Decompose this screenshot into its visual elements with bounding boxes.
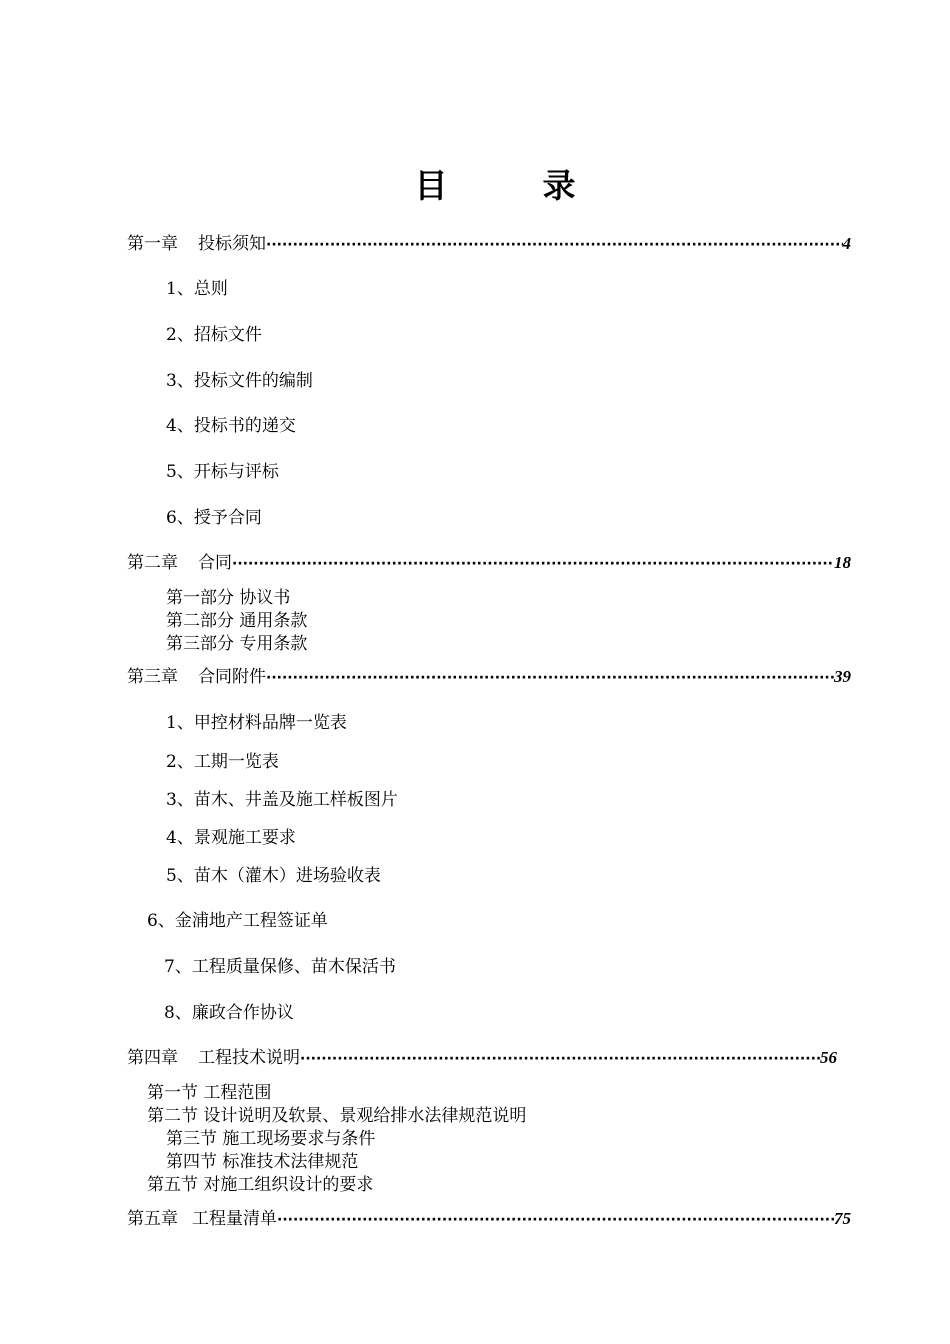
chapter-page-number: 56 <box>820 1048 837 1067</box>
toc-title <box>0 160 950 207</box>
chapter-page-number: 4 <box>842 234 851 253</box>
toc-item[interactable]: 5、开标与评标 <box>166 462 279 482</box>
toc-chapter-1[interactable] <box>127 229 851 254</box>
toc-item[interactable]: 3、苗木、井盖及施工样板图片 <box>166 790 398 810</box>
toc-item[interactable]: 4、景观施工要求 <box>166 828 296 848</box>
toc-item[interactable]: 4、投标书的递交 <box>166 416 296 436</box>
toc-item[interactable]: 第二节 设计说明及软景、景观给排水法律规范说明 <box>147 1106 527 1126</box>
toc-item[interactable]: 5、苗木（灌木）进场验收表 <box>166 866 381 886</box>
chapter-name: 合同附件 <box>198 667 266 687</box>
toc-item[interactable]: 1、甲控材料品牌一览表 <box>166 713 347 733</box>
chapter-page-number: 18 <box>834 553 851 572</box>
toc-item[interactable]: 3、投标文件的编制 <box>166 371 313 391</box>
chapter-page-number: 75 <box>834 1209 851 1228</box>
dot-leader <box>266 237 843 253</box>
toc-item[interactable]: 第一节 工程范围 <box>147 1083 272 1103</box>
toc-item[interactable]: 第四节 标准技术法律规范 <box>166 1152 359 1172</box>
chapter-name: 合同 <box>198 553 232 573</box>
chapter-label: 第三章 <box>127 667 178 687</box>
toc-item[interactable]: 6、金浦地产工程签证单 <box>147 911 328 931</box>
toc-title-char-2: 录 <box>542 166 576 205</box>
chapter-page-number: 39 <box>834 667 851 686</box>
toc-item[interactable]: 2、招标文件 <box>166 325 262 345</box>
toc-item[interactable]: 6、授予合同 <box>166 508 262 528</box>
dot-leader <box>277 1212 834 1228</box>
toc-item[interactable]: 第二部分 通用条款 <box>166 611 308 631</box>
toc-title-char-1: 目 <box>414 166 448 205</box>
chapter-label: 第一章 <box>127 234 178 254</box>
dot-leader <box>232 556 834 572</box>
chapter-name: 工程量清单 <box>192 1209 277 1229</box>
toc-chapter-2[interactable] <box>127 548 851 573</box>
dot-leader <box>300 1051 820 1067</box>
toc-item[interactable]: 7、工程质量保修、苗木保活书 <box>164 957 396 977</box>
toc-item[interactable]: 8、廉政合作协议 <box>164 1003 294 1023</box>
chapter-name: 工程技术说明 <box>198 1048 300 1068</box>
toc-chapter-4[interactable] <box>127 1043 837 1068</box>
toc-item[interactable]: 2、工期一览表 <box>166 752 279 772</box>
chapter-label: 第五章 <box>127 1209 178 1229</box>
dot-leader <box>266 670 834 686</box>
chapter-label: 第二章 <box>127 553 178 573</box>
toc-chapter-5[interactable] <box>127 1204 851 1229</box>
toc-item[interactable]: 第五节 对施工组织设计的要求 <box>147 1175 374 1195</box>
toc-item[interactable]: 第三节 施工现场要求与条件 <box>166 1129 376 1149</box>
toc-chapter-3[interactable] <box>127 662 851 687</box>
chapter-name: 投标须知 <box>198 234 266 254</box>
toc-item[interactable]: 1、总则 <box>166 279 228 299</box>
toc-item[interactable]: 第三部分 专用条款 <box>166 634 308 654</box>
chapter-label: 第四章 <box>127 1048 178 1068</box>
toc-item[interactable]: 第一部分 协议书 <box>166 588 291 608</box>
